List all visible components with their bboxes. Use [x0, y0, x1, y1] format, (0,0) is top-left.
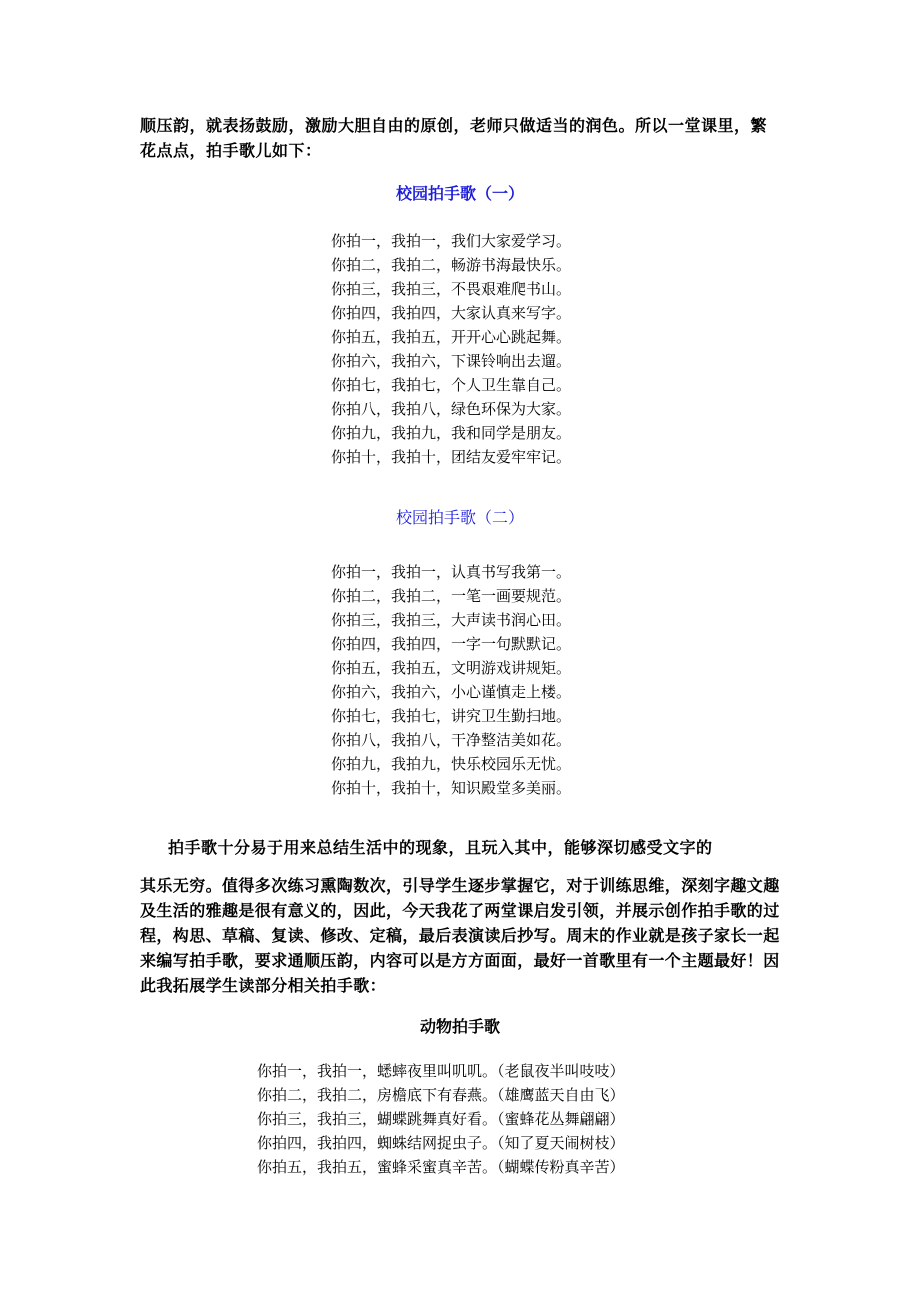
song3-line: 你拍四，我拍四，蜘蛛结网捉虫子。（知了夏天闹树枝）	[257, 1134, 625, 1152]
song3-line: 你拍五，我拍五，蜜蜂采蜜真辛苦。（蝴蝶传粉真辛苦）	[257, 1158, 625, 1176]
song2-line: 你拍七，我拍七，讲究卫生勤扫地。	[331, 707, 572, 725]
song1-line: 你拍九，我拍九，我和同学是朋友。	[331, 424, 572, 442]
song2-line: 你拍四，我拍四，一字一句默默记。	[331, 635, 572, 653]
song2-title: 校园拍手歌（二）	[395, 508, 524, 527]
song2-line: 你拍五，我拍五，文明游戏讲规矩。	[331, 659, 572, 677]
song3-line: 你拍三，我拍三，蝴蝶跳舞真好看。（蜜蜂花丛舞翩翩）	[257, 1110, 625, 1128]
song1-line: 你拍五，我拍五，开开心心跳起舞。	[331, 328, 572, 346]
song1-line: 你拍六，我拍六，下课铃响出去遛。	[331, 352, 572, 370]
song2-line: 你拍二，我拍二，一笔一画要规范。	[331, 587, 572, 605]
song1-line: 你拍八，我拍八，绿色环保为大家。	[331, 400, 572, 418]
paragraph3: 其乐无穷。值得多次练习熏陶数次，引导学生逐步掌握它，对于训练思维，深刻字趣文趣及生活的雅趣是很有意义的，因此，今天我花了两堂课启发引领，并展示创作拍手歌的过程，构思、草稿、复读、修改、定稿，最后表演读后抄写。周末的作业就是孩子家长一起来编写拍手歌，要求通顺压韵，内容可以是方方面面，最好一首歌里有一个主题最好！因此我拓展学生读部分相关拍手歌：	[140, 876, 780, 995]
song2-line: 你拍一，我拍一，认真书写我第一。	[331, 563, 572, 581]
song2-line: 你拍十，我拍十，知识殿堂多美丽。	[331, 779, 572, 797]
song2-line: 你拍八，我拍八，干净整洁美如花。	[331, 731, 572, 749]
song2-line: 你拍九，我拍九，快乐校园乐无忧。	[331, 755, 572, 773]
song1-line: 你拍一，我拍一，我们大家爱学习。	[331, 232, 572, 250]
song1-line: 你拍七，我拍七，个人卫生靠自己。	[331, 376, 572, 394]
song3-lines	[257, 1059, 625, 1179]
song3-title: 动物拍手歌	[419, 1017, 500, 1036]
song2-line: 你拍六，我拍六，小心谨慎走上楼。	[331, 683, 572, 701]
song1-title: 校园拍手歌（一）	[395, 184, 524, 203]
paragraph2-line1: 拍手歌十分易于用来总结生活中的现象，且玩入其中，能够深切感受文字的	[168, 838, 713, 857]
song1-line: 你拍四，我拍四，大家认真来写字。	[331, 304, 572, 322]
song3-line: 你拍一，我拍一，蟋蟀夜里叫叽叽。（老鼠夜半叫吱吱）	[257, 1062, 625, 1080]
song3-line: 你拍二，我拍二，房檐底下有春燕。（雄鹰蓝天自由飞）	[257, 1086, 625, 1104]
song2-line: 你拍三，我拍三，大声读书润心田。	[331, 611, 572, 629]
song1-line: 你拍二，我拍二，畅游书海最快乐。	[331, 256, 572, 274]
song1-lines	[331, 229, 571, 469]
song1-line: 你拍十，我拍十，团结友爱牢牢记。	[331, 448, 572, 466]
song1-line: 你拍三，我拍三，不畏艰难爬书山。	[331, 280, 572, 298]
intro-paragraph: 顺压韵，就表扬鼓励，激励大胆自由的原创，老师只做适当的润色。所以一堂课里，繁花点点，拍手歌儿如下：	[140, 116, 768, 160]
song2-lines	[331, 560, 571, 800]
